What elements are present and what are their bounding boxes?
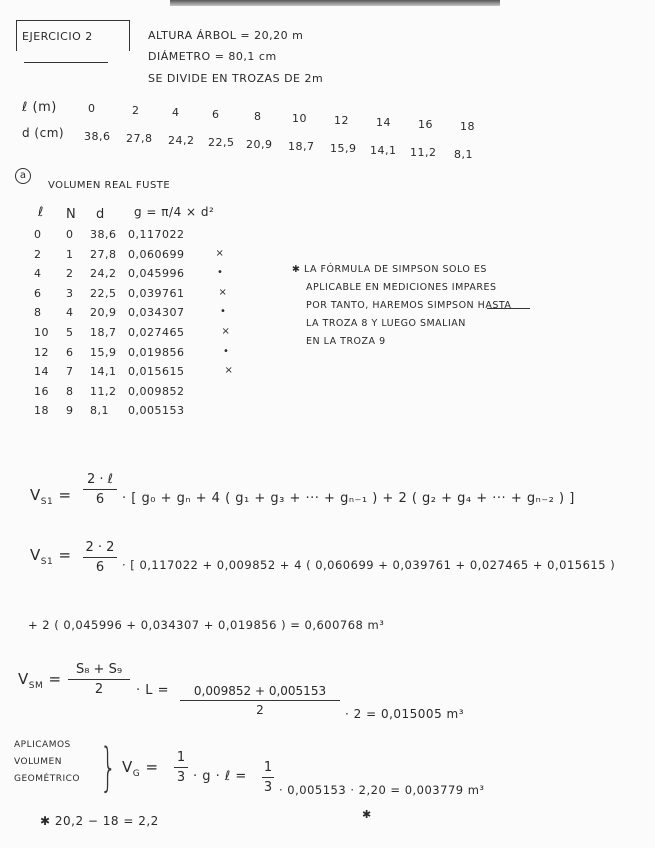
d-value: 14,1	[370, 144, 397, 157]
apl-line: APLICAMOS	[14, 740, 71, 750]
table-cell-m: ×	[221, 326, 231, 337]
vsm-times-l: · L =	[136, 683, 170, 698]
vg-g-times-l: · g · ℓ =	[193, 769, 247, 784]
section-marker-a: a	[15, 168, 31, 184]
d-value: 15,9	[330, 142, 357, 155]
table-cell-g: 0,019856	[128, 345, 185, 359]
table-cell-m: •	[220, 306, 227, 318]
table-cell-l: 14	[34, 365, 49, 379]
table-cell-n: 3	[66, 286, 74, 300]
vg-symbol: $V_G$ =	[122, 758, 159, 779]
fraction-one-third: 1 3	[174, 750, 188, 785]
d-value: 22,5	[208, 136, 235, 149]
table-cell-l: 16	[34, 384, 49, 398]
fraction-2l-over-6: 2 · ℓ 6	[83, 472, 117, 507]
table-cell-m: •	[217, 267, 224, 279]
simpson-substitution-line1: · [ 0,117022 + 0,009852 + 4 ( 0,060699 + 0,039761 + 0,027465 + 0,015615 )	[122, 558, 616, 572]
fraction-smalian-values: 0,009852 + 0,005153 2	[180, 684, 340, 717]
d-value: 27,8	[126, 132, 153, 145]
col-d-header: d	[96, 207, 105, 222]
l-value: 0	[88, 102, 96, 115]
l-value: 8	[254, 110, 262, 123]
table-cell-m: ×	[218, 286, 228, 298]
note-line: POR TANTO, HAREMOS SIMPSON HASTA	[306, 300, 512, 311]
table-cell-g: 0,005153	[128, 404, 185, 418]
table-cell-l: 6	[34, 286, 42, 300]
l-label: ℓ (m)	[22, 100, 57, 115]
table-cell-g: 0,117022	[128, 228, 185, 241]
l-value: 12	[334, 114, 349, 127]
vs1-symbol-2: $V_{S1}$ =	[30, 546, 72, 567]
fraction-s8-s9-over-2: S₈ + S₉ 2	[68, 662, 130, 697]
col-g-header: g = π/4 × d²	[134, 205, 215, 219]
footnote-marker: ✱	[362, 808, 372, 821]
d-value: 38,6	[84, 130, 111, 143]
section-a-title: VOLUMEN REAL FUSTE	[48, 180, 171, 191]
table-cell-m: ×	[224, 365, 234, 377]
fraction-2x2-over-6: 2 · 2 6	[83, 540, 117, 575]
simpson-substitution-line2: + 2 ( 0,045996 + 0,034307 + 0,019856 ) = 0,600768 m³	[28, 618, 385, 632]
l-value: 14	[376, 116, 391, 129]
l-value: 6	[212, 108, 220, 121]
l-value: 18	[460, 120, 475, 133]
table-cell-n: 8	[66, 384, 74, 398]
footnote-height-calc: ✱ 20,2 − 18 = 2,2	[40, 814, 159, 828]
table-cell-d: 27,8	[90, 247, 117, 261]
col-n-header: N	[66, 207, 77, 222]
title-underline	[24, 62, 108, 63]
page-top-shadow	[170, 0, 500, 6]
table-cell-d: 8,1	[90, 404, 109, 418]
table-cell-d: 14,1	[90, 365, 117, 379]
table-cell-n: 9	[66, 404, 74, 418]
table-cell-d: 38,6	[90, 228, 117, 241]
table-cell-n: 7	[66, 365, 74, 379]
apl-line: GEOMÉTRICO	[14, 774, 80, 784]
table-cell-n: 2	[66, 267, 74, 281]
table-cell-g: 0,060699	[128, 247, 185, 261]
simpson-general-formula: · [ g₀ + gₙ + 4 ( g₁ + g₃ + ··· + gₙ₋₁ ) + 2 ( g₂ + g₄ + ··· + gₙ₋₂ ) ]	[122, 491, 575, 506]
vsm-symbol: $V_{SM}$ =	[18, 670, 62, 691]
l-value: 10	[292, 112, 307, 125]
col-l-header: ℓ	[38, 205, 44, 220]
table-cell-d: 20,9	[90, 306, 117, 320]
table-cell-d: 22,5	[90, 286, 117, 300]
note-line: LA TROZA 8 Y LUEGO SMALIAN	[306, 318, 466, 329]
info-sections: SE DIVIDE EN TROZAS DE 2m	[148, 72, 324, 85]
table-cell-g: 0,039761	[128, 286, 185, 300]
fraction-one-third-2: 1 3	[263, 760, 273, 795]
vsm-result: · 2 = 0,015005 m³	[345, 707, 465, 721]
table-cell-m: ×	[215, 247, 225, 259]
table-cell-l: 8	[34, 306, 42, 320]
exercise-title: EJERCICIO 2	[22, 30, 93, 43]
table-cell-l: 0	[34, 228, 42, 241]
d-label: d (cm)	[22, 126, 65, 140]
d-value: 24,2	[168, 134, 195, 147]
table-cell-g: 0,045996	[128, 267, 185, 281]
table-cell-d: 18,7	[90, 326, 117, 339]
d-value: 8,1	[454, 148, 473, 161]
table-cell-n: 0	[66, 228, 74, 241]
table-cell-d: 11,2	[90, 384, 117, 398]
table-cell-l: 4	[34, 267, 42, 281]
impares-underline	[487, 308, 530, 309]
table-cell-g: 0,027465	[128, 326, 185, 339]
l-value: 2	[132, 104, 140, 117]
d-value: 18,7	[288, 140, 315, 153]
l-value: 16	[418, 118, 433, 131]
table-cell-g: 0,009852	[128, 384, 185, 398]
vs1-symbol: $V_{S1}$ =	[30, 486, 72, 507]
table-cell-m: •	[223, 345, 230, 357]
table-cell-n: 6	[66, 345, 74, 359]
table-cell-l: 2	[34, 247, 42, 261]
table-cell-l: 10	[34, 326, 49, 339]
note-line: EN LA TROZA 9	[306, 336, 386, 347]
table-cell-d: 15,9	[90, 345, 117, 359]
table-cell-n: 5	[66, 326, 74, 339]
brace: }	[100, 738, 117, 798]
table-cell-l: 18	[34, 404, 49, 418]
table-cell-d: 24,2	[90, 267, 117, 281]
l-value: 4	[172, 106, 180, 119]
table-cell-g: 0,034307	[128, 306, 185, 320]
apl-line: VOLUMEN	[14, 757, 62, 767]
table-cell-l: 12	[34, 345, 49, 359]
note-line: ✱ LA FÓRMULA DE SIMPSON SOLO ES	[292, 264, 487, 275]
info-height: ALTURA ÁRBOL = 20,20 m	[148, 29, 304, 42]
d-value: 20,9	[246, 138, 273, 151]
note-line: APLICABLE EN MEDICIONES IMPARES	[306, 282, 497, 293]
table-cell-g: 0,015615	[128, 365, 185, 379]
info-diameter: DIÁMETRO = 80,1 cm	[148, 50, 277, 63]
vg-result: · 0,005153 · 2,20 = 0,003779 m³	[279, 783, 485, 797]
d-value: 11,2	[410, 146, 437, 159]
table-cell-n: 4	[66, 306, 74, 320]
table-cell-n: 1	[66, 247, 74, 261]
